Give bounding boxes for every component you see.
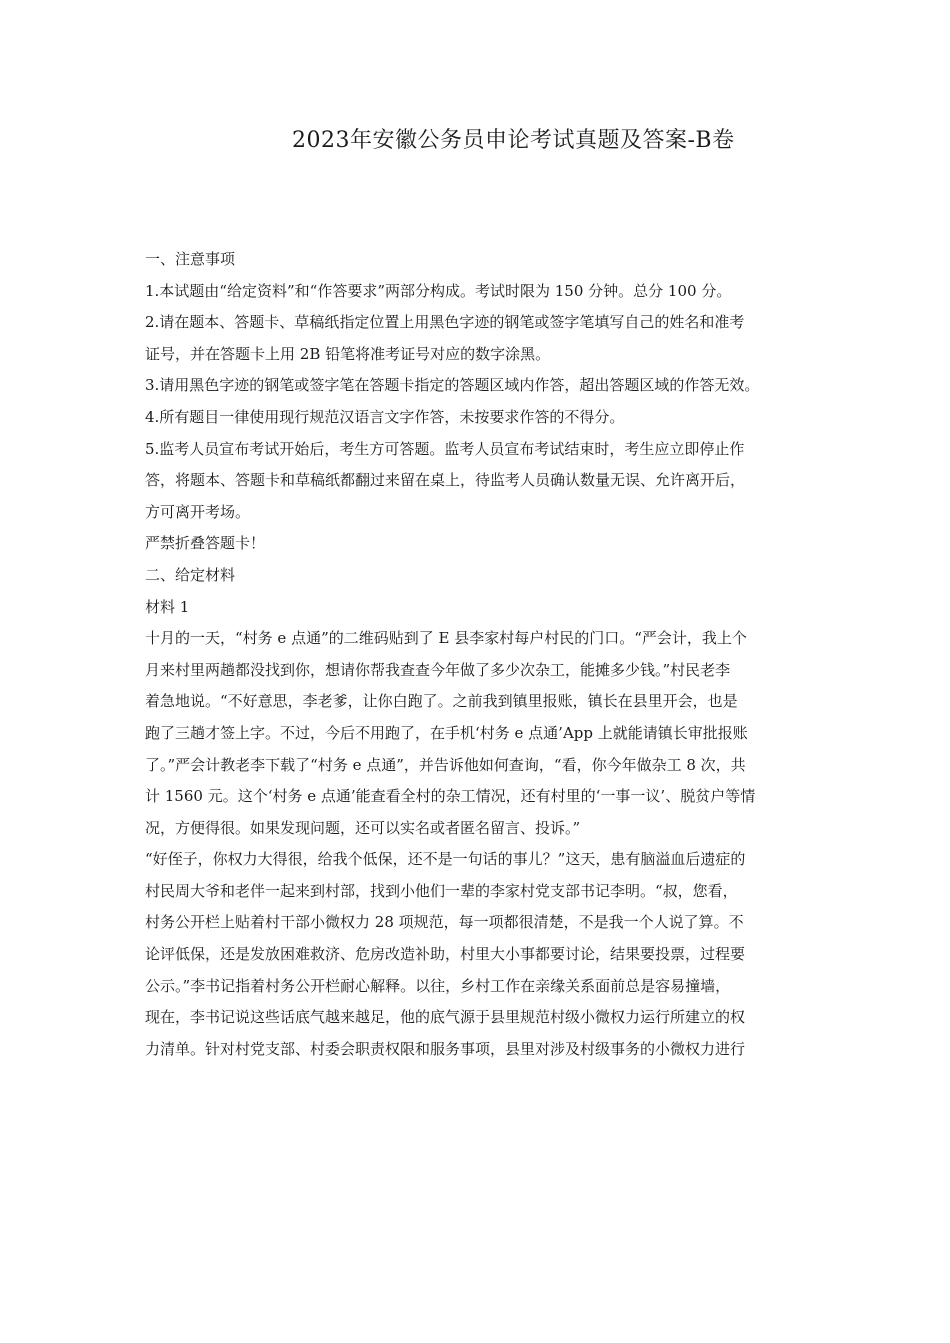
document-body	[145, 244, 885, 1065]
paragraph-line: 况，方便得很。如果发现问题，还可以实名或者匿名留言、投诉。”	[145, 818, 581, 837]
paragraph-line: “好侄子，你权力大得很，给我个低保，还不是一句话的事儿？”这天，患有脑溢血后遗症的	[145, 850, 746, 869]
paragraph-line: 十月的一天，“村务 e 点通”的二维码贴到了 E 县李家村每户村民的门口。“严会计，我上个	[145, 629, 747, 648]
paragraph-line: 现在，李书记说这些话底气越来越足，他的底气源于县里规范村级小微权力运行所建立的权	[145, 1008, 746, 1027]
paragraph-line: 力清单。针对村党支部、村委会职责权限和服务事项，县里对涉及村级事务的小微权力进行	[145, 1039, 746, 1058]
paragraph-line: 答，将题本、答题卡和草稿纸都翻过来留在桌上，待监考人员确认数量无误、允许离开后，	[145, 471, 746, 490]
paragraph-line: 方可离开考场。	[145, 502, 251, 521]
paragraph-line: 计 1560 元。这个‘村务 e 点通’能查看全村的杂工情况，还有村里的‘一事一议’、脱贫户等情	[145, 787, 756, 806]
paragraph-line: 2.请在题本、答题卡、草稿纸指定位置上用黑色字迹的钢笔或签字笔填写自己的姓名和准考	[145, 313, 745, 332]
material-heading: 材料 1	[145, 597, 190, 616]
paragraph-line: 了。”严会计教老李下载了“村务 e 点通”，并告诉他如何查询，“看，你今年做杂工 8 次，共	[145, 755, 746, 774]
paragraph-line: 论评低保，还是发放困难救济、危房改造补助，村里大小事都要讨论，结果要投票，过程要	[145, 945, 746, 964]
paragraph-line: 公示。”李书记指着村务公开栏耐心解释。以往，乡村工作在亲缘关系面前总是容易撞墙，	[145, 976, 731, 995]
paragraph-line: 5.监考人员宣布考试开始后，考生方可答题。监考人员宣布考试结束时，考生应立即停止作	[145, 439, 745, 458]
section-heading-notes: 一、注意事项	[145, 250, 236, 268]
paragraph-line: 村民周大爷和老伴一起来到村部，找到小他们一辈的李家村党支部书记李明。“叔，您看，	[145, 881, 738, 900]
section-heading-materials: 二、给定材料	[145, 565, 236, 584]
document-title: 2023年安徽公务员申论考试真题及答案-B卷	[292, 128, 735, 153]
paragraph-line: 着急地说。“不好意思，李老爹，让你白跑了。之前我到镇里报账，镇长在县里开会，也是	[145, 692, 738, 711]
paragraph-line: 4.所有题目一律使用现行规范汉语言文字作答，未按要求作答的不得分。	[145, 407, 625, 426]
paragraph-line: 3.请用黑色字迹的钢笔或签字笔在答题卡指定的答题区域内作答，超出答题区域的作答无效。	[145, 376, 760, 395]
paragraph-line: 跑了三趟才签上字。不过，今后不用跑了，在手机‘村务 e 点通’App 上就能请镇长审批报账	[145, 723, 748, 742]
paragraph-line: 严禁折叠答题卡！	[145, 534, 266, 553]
paragraph-line: 证号，并在答题卡上用 2B 铅笔将准考证号对应的数字涂黑。	[145, 344, 551, 363]
paragraph-line: 村务公开栏上贴着村干部小微权力 28 项规范，每一项都很清楚，不是我一个人说了算。不	[145, 913, 744, 932]
paragraph-line: 1.本试题由“给定资料”和“作答要求”两部分构成。考试时限为 150 分钟。总分 100 分。	[145, 281, 732, 300]
paragraph-line: 月来村里两趟都没找到你，想请你帮我查查今年做了多少次杂工，能摊多少钱。”村民老李	[145, 660, 731, 679]
